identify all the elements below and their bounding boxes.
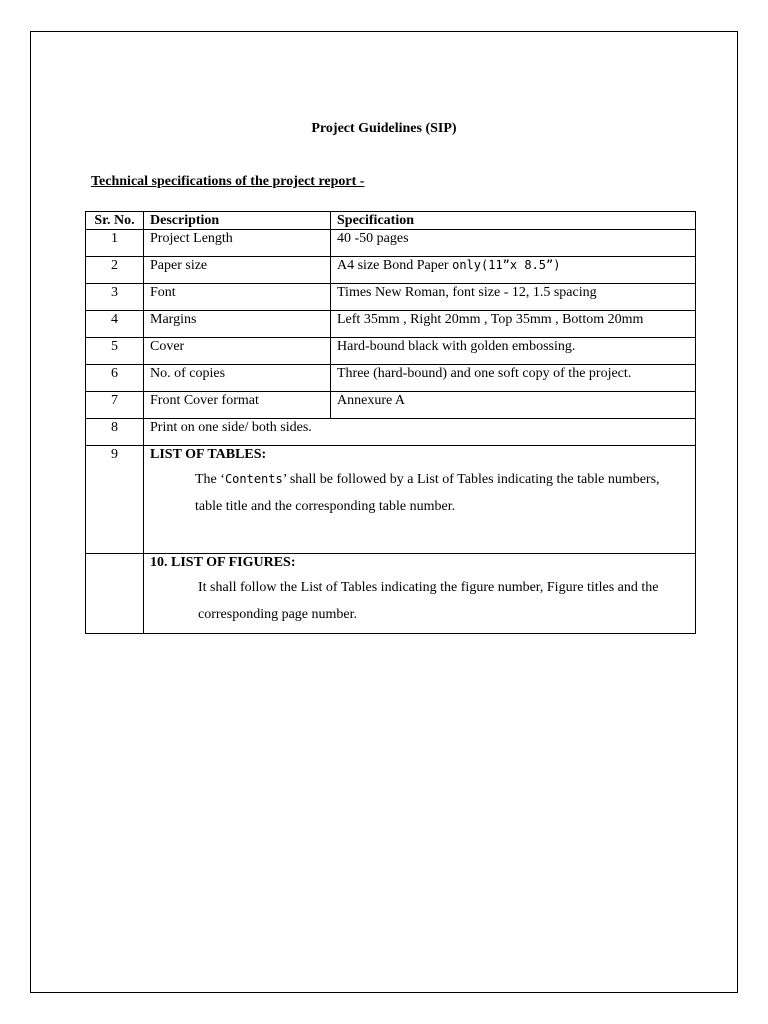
table-row — [86, 257, 696, 284]
list-of-tables-heading: LIST OF TABLES: — [150, 447, 267, 462]
table-row-list-of-tables — [86, 446, 696, 554]
table-row — [86, 419, 696, 446]
row-specification: Annexure A — [331, 392, 696, 419]
list-of-tables-cell — [144, 446, 696, 554]
header-sr-no: Sr. No. — [86, 212, 144, 230]
row-number: 2 — [86, 257, 144, 284]
section-heading: Technical specifications of the project report - — [91, 174, 365, 189]
row-specification: Left 35mm , Right 20mm , Top 35mm , Bottom 20mm — [331, 311, 696, 338]
spec-text: A4 size Bond Paper — [337, 258, 453, 273]
row-description: Font — [144, 284, 331, 311]
table-row — [86, 311, 696, 338]
row-number: 6 — [86, 365, 144, 392]
specifications-table — [85, 211, 696, 634]
row-description: Paper size — [144, 257, 331, 284]
table-header-row — [86, 212, 696, 230]
header-specification: Specification — [331, 212, 696, 230]
row-specification: 40 -50 pages — [331, 230, 696, 257]
row-specification: Three (hard-bound) and one soft copy of the project. — [331, 365, 696, 392]
row-number: 1 — [86, 230, 144, 257]
table-row — [86, 338, 696, 365]
contents-word: Contents — [224, 472, 283, 486]
row-description: Margins — [144, 311, 331, 338]
row-specification: Hard-bound black with golden embossing. — [331, 338, 696, 365]
row-number: 7 — [86, 392, 144, 419]
table-row — [86, 284, 696, 311]
row-merged-text: Print on one side/ both sides. — [144, 419, 696, 446]
header-description: Description — [144, 212, 331, 230]
table-row — [86, 392, 696, 419]
row-description: Cover — [144, 338, 331, 365]
table-row — [86, 365, 696, 392]
list-of-figures-paragraph: It shall follow the List of Tables indicating the figure number, Figure titles and the corresponding page number. — [198, 580, 659, 622]
list-of-figures-cell — [144, 554, 696, 634]
row-specification — [331, 257, 696, 284]
row-number-empty — [86, 554, 144, 634]
row-specification: Times New Roman, font size - 12, 1.5 spacing — [331, 284, 696, 311]
row-description: Project Length — [144, 230, 331, 257]
list-of-tables-paragraph: The ‘Contents’ shall be followed by a List of Tables indicating the table numbers, table title and the corresponding table number. — [195, 472, 660, 514]
table-row-list-of-figures — [86, 554, 696, 634]
document-title: Project Guidelines (SIP) — [311, 121, 457, 136]
table-row — [86, 230, 696, 257]
row-number: 3 — [86, 284, 144, 311]
list-of-figures-heading: 10. LIST OF FIGURES: — [150, 555, 296, 570]
row-number: 8 — [86, 419, 144, 446]
row-number: 9 — [86, 446, 144, 554]
row-description: No. of copies — [144, 365, 331, 392]
row-number: 4 — [86, 311, 144, 338]
spec-dimensions: only(11”x 8.5”) — [452, 258, 561, 272]
row-number: 5 — [86, 338, 144, 365]
row-description: Front Cover format — [144, 392, 331, 419]
